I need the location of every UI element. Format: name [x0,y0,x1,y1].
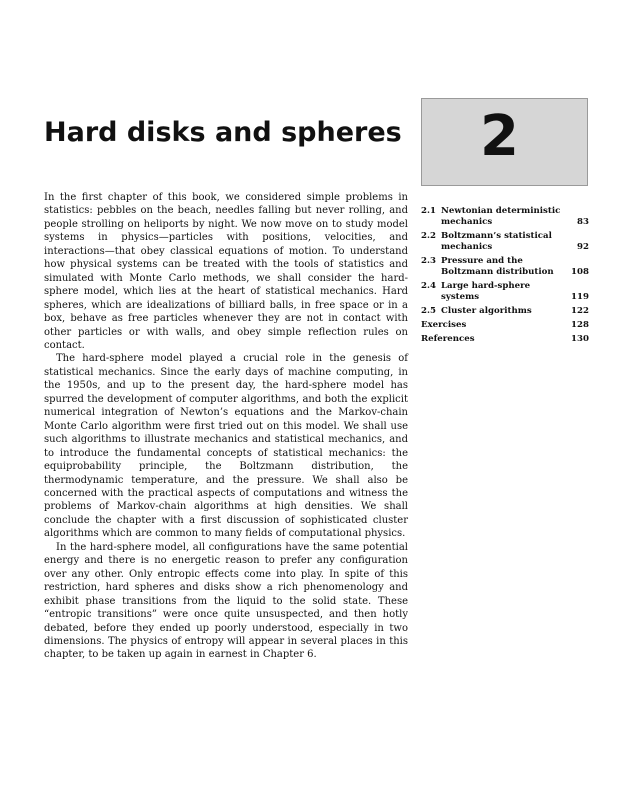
toc-section-title: Newtonian deterministic mechanics [441,206,561,227]
toc-section-title: Pressure and the Boltzmann distribution [441,256,554,277]
toc-entry[interactable] [421,281,589,303]
toc-section-number: 2.4 [421,281,436,291]
paragraph-3: In the hard-sphere model, all configurations have the same potential energy and there is no energetic reason to prefer any configuration over any other. Only entropic effects come into play. In spite of this restriction, hard spheres and disks show a rich phenomenology and exhibit phase transitions from the liquid to the solid state. These “entropic transitions” were once quite unsuspected, and then hotly debated, before they ended up poorly understood, especially in two dimensions. The physics of entropy will appear in several places in this chapter, to be taken up again in earnest in Chapter 6. [44,541,408,661]
chapter-title: Hard disks and spheres [44,117,402,148]
toc-page-number: 83 [577,217,589,227]
toc-section-number: 2.1 [421,206,436,216]
toc-entry[interactable] [421,206,589,228]
toc-entry[interactable] [421,320,589,331]
toc-section-number: 2.2 [421,231,436,241]
toc-entry[interactable] [421,231,589,253]
toc-section-title: Cluster algorithms [441,306,532,316]
toc-page-number: 130 [571,334,589,344]
toc-section-title: Exercises [421,320,467,330]
chapter-number-box [421,98,588,186]
toc-section-title: Boltzmann’s statistical mechanics [441,231,552,252]
toc-section-number: 2.5 [421,306,436,316]
toc-entry[interactable] [421,306,589,317]
toc-page-number: 108 [571,267,589,277]
toc-page-number: 119 [571,292,589,302]
toc-page-number: 128 [571,320,589,330]
paragraph-1: In the first chapter of this book, we considered simple problems in statistics: pebbles on the beach, needles falling but never rolling, and people strolling on heliports by night. We now move on to study model systems in physics—particles with positions, velocities, and interactions—that obey classical equations of motion. To understand how physical systems can be treated with the tools of statistics and simulated with Monte Carlo methods, we shall consider the hard-sphere model, which lies at the heart of statistical mechanics. Hard spheres, which are idealizations of billiard balls, in free space or in a box, behave as free particles whenever they are not in contact with other particles or with walls, and obey simple reflection rules on contact. [44,192,408,351]
toc-page-number: 122 [571,306,589,316]
toc-section-title: References [421,334,475,344]
toc-section-title: Large hard-sphere systems [441,281,531,302]
paragraph-2: The hard-sphere model played a crucial role in the genesis of statistical mechanics. Since the early days of machine computing, in the 1950s, and up to the present day, the hard-sphere model has spurred the development of computer algorithms, and both the explicit numerical integration of Newton’s equations and the Markov-chain Monte Carlo algorithm were first tried out on this model. We shall use such algorithms to illustrate mechanics and statistical mechanics, and to introduce the fundamental concepts of statistical mechanics: the equiprobability principle, the Boltzmann distribution, the thermodynamic temperature, and the pressure. We shall also be concerned with the practical aspects of computations and witness the problems of Markov-chain algorithms at high densities. We shall conclude the chapter with a first discussion of sophisticated cluster algorithms which are common to many fields of computational physics. [44,353,408,540]
chapter-number: 2 [480,104,519,169]
toc-entry[interactable] [421,256,589,278]
toc-entry[interactable] [421,334,589,345]
chapter-intro-text [44,191,408,662]
chapter-contents [421,206,589,348]
toc-page-number: 92 [577,242,589,252]
toc-section-number: 2.3 [421,256,436,266]
